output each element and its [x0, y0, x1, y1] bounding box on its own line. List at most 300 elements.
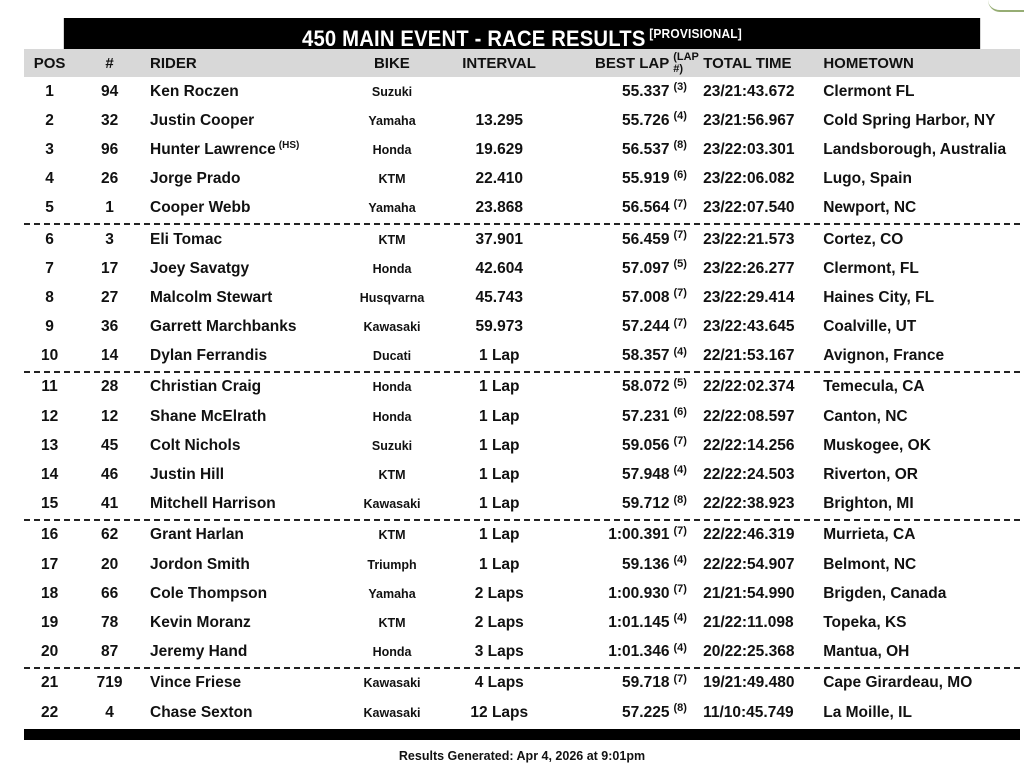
rider-cell-text: Grant Harlan [150, 526, 244, 544]
total-time-cell-text: 22/22:38.923 [703, 495, 795, 513]
rider-cell [144, 231, 339, 249]
lap-number-cell [673, 254, 697, 270]
hometown-cell [815, 614, 1020, 632]
header-hometown: HOMETOWN [823, 54, 914, 72]
total-time-cell-text: 21/21:54.990 [703, 584, 795, 602]
rider-cell [144, 704, 339, 722]
lap-number-cell [673, 77, 697, 93]
header-number: # [105, 54, 114, 72]
interval-cell-text: 1 Lap [479, 526, 520, 544]
number-cell-text: 62 [100, 526, 119, 544]
number-cell [75, 231, 144, 249]
lap-number-cell-text: (7) [673, 672, 687, 685]
bike-cell [339, 616, 445, 630]
total-time-cell [697, 112, 815, 130]
interval-cell [445, 614, 553, 632]
table-row [24, 550, 1020, 579]
bike-cell [339, 114, 445, 128]
interval-cell [445, 318, 553, 336]
rider-cell [144, 140, 339, 159]
bike-cell [339, 262, 445, 276]
lap-number-cell [673, 135, 697, 151]
hometown-cell [815, 199, 1020, 217]
interval-cell [445, 643, 553, 661]
position-cell-text: 2 [45, 111, 54, 129]
rider-note: (HS) [278, 140, 300, 152]
hometown-cell-text: Belmont, NC [823, 555, 917, 573]
best-lap-cell-text: 1:00.930 [608, 584, 670, 602]
total-time-cell [697, 704, 815, 722]
interval-cell [445, 141, 553, 159]
best-lap-cell [553, 556, 673, 574]
rider-cell [144, 199, 339, 217]
table-row [24, 608, 1020, 637]
best-lap-cell-text: 59.056 [622, 436, 670, 454]
position-cell [24, 83, 75, 101]
number-cell-text: 36 [100, 318, 119, 336]
bike-cell [339, 587, 445, 601]
rider-cell-text: Hunter Lawrence [150, 141, 276, 159]
position-cell [24, 199, 75, 217]
interval-cell [445, 347, 553, 365]
hometown-cell-text: Cortez, CO [823, 230, 904, 248]
best-lap-cell-text: 57.225 [622, 703, 670, 721]
table-row [24, 460, 1020, 489]
hometown-cell [815, 674, 1020, 692]
header-lap-number: (LAP #) [673, 51, 699, 75]
interval-cell-text: 1 Lap [479, 407, 520, 425]
lap-number-cell-text: (7) [673, 228, 687, 241]
position-cell [24, 704, 75, 722]
hometown-cell-text: La Moille, IL [823, 703, 912, 721]
table-row [24, 165, 1020, 194]
position-cell [24, 466, 75, 484]
rider-cell [144, 614, 339, 632]
lap-number-cell [673, 165, 697, 181]
bike-cell [339, 320, 445, 334]
interval-cell-text: 1 Lap [479, 495, 520, 513]
position-cell [24, 170, 75, 188]
hometown-cell [815, 526, 1020, 544]
best-lap-cell-text: 55.919 [622, 170, 670, 188]
best-lap-cell [553, 526, 673, 544]
total-time-cell-text: 21/22:11.098 [703, 613, 794, 631]
best-lap-cell-text: 59.136 [622, 555, 670, 573]
bike-cell-text: Kawasaki [363, 676, 421, 691]
position-cell [24, 556, 75, 574]
hometown-cell [815, 231, 1020, 249]
total-time-cell-text: 22/22:14.256 [703, 436, 795, 454]
lap-number-cell-text: (4) [673, 110, 687, 123]
total-time-cell [697, 378, 815, 396]
lap-number-cell-text: (3) [673, 81, 687, 93]
position-cell-text: 12 [40, 407, 59, 425]
number-cell [75, 408, 144, 426]
total-time-cell [697, 674, 815, 692]
interval-cell [445, 495, 553, 513]
lap-number-cell-text: (5) [673, 376, 687, 389]
number-cell [75, 260, 144, 278]
interval-cell [445, 260, 553, 278]
hometown-cell-text: Murrieta, CA [823, 526, 916, 544]
position-cell-text: 1 [45, 82, 54, 100]
rider-cell-text: Ken Roczen [150, 82, 239, 100]
total-time-cell-text: 22/21:53.167 [703, 347, 795, 365]
number-cell-text: 20 [100, 555, 119, 573]
rider-cell [144, 674, 339, 692]
rider-cell-text: Garrett Marchbanks [150, 318, 297, 336]
lap-number-cell [673, 521, 697, 537]
interval-cell-text: 19.629 [475, 140, 523, 158]
header-interval: INTERVAL [462, 54, 536, 72]
number-cell-text: 1 [105, 199, 114, 217]
hometown-cell [815, 466, 1020, 484]
rider-cell-text: Christian Craig [150, 378, 262, 396]
position-cell-text: 9 [45, 318, 54, 336]
interval-cell [445, 466, 553, 484]
rider-cell [144, 83, 339, 101]
hometown-cell-text: Coalville, UT [823, 318, 917, 336]
interval-cell [445, 704, 553, 722]
lap-number-cell [673, 194, 697, 210]
lap-number-cell-text: (6) [673, 406, 687, 419]
total-time-cell-text: 23/21:43.672 [703, 82, 795, 100]
best-lap-cell-text: 57.948 [622, 466, 670, 484]
total-time-cell [697, 526, 815, 544]
number-cell [75, 495, 144, 513]
rider-cell-text: Jordon Smith [150, 555, 250, 573]
hometown-cell [815, 556, 1020, 574]
total-time-cell-text: 23/21:56.967 [703, 111, 795, 129]
rider-cell-text: Vince Friese [150, 674, 242, 692]
total-time-cell [697, 437, 815, 455]
number-cell [75, 83, 144, 101]
total-time-cell-text: 11/10:45.749 [703, 703, 794, 721]
number-cell-text: 87 [100, 643, 119, 661]
best-lap-cell-text: 56.537 [622, 140, 670, 158]
lap-number-cell-text: (7) [673, 435, 687, 448]
results-generated-footer: Results Generated: Apr 4, 2026 at 9:01pm [398, 749, 646, 764]
table-row [24, 77, 1020, 106]
page-title: 450 MAIN EVENT - RACE RESULTS [302, 26, 646, 51]
rider-cell-text: Joey Savatgy [150, 259, 250, 277]
number-cell-text: 3 [105, 230, 114, 248]
number-cell [75, 585, 144, 603]
interval-cell-text: 2 Laps [474, 613, 524, 631]
lap-number-cell [673, 490, 697, 506]
title-bar [64, 18, 980, 49]
lap-number-cell [673, 460, 697, 476]
number-cell-text: 66 [100, 584, 119, 602]
best-lap-cell-text: 58.072 [622, 378, 670, 396]
position-cell [24, 260, 75, 278]
position-cell-text: 20 [40, 643, 59, 661]
number-cell-text: 28 [100, 378, 119, 396]
best-lap-cell-text: 58.357 [622, 347, 670, 365]
interval-cell [445, 170, 553, 188]
best-lap-cell-text: 56.459 [622, 230, 670, 248]
interval-cell [445, 199, 553, 217]
lap-number-cell-text: (8) [673, 701, 687, 714]
rider-cell-text: Kevin Moranz [150, 613, 251, 631]
bike-cell-text: Honda [372, 645, 412, 660]
total-time-cell [697, 199, 815, 217]
number-cell-text: 12 [100, 407, 119, 425]
position-cell-text: 13 [40, 436, 59, 454]
hometown-cell-text: Cold Spring Harbor, NY [823, 111, 996, 129]
total-time-cell-text: 22/22:46.319 [703, 526, 795, 544]
bike-cell-text: Ducati [372, 349, 412, 364]
bike-cell-text: Honda [372, 409, 412, 424]
position-cell [24, 495, 75, 513]
number-cell [75, 141, 144, 159]
interval-cell-text: 59.973 [475, 318, 523, 336]
number-cell [75, 674, 144, 692]
best-lap-cell [553, 199, 673, 217]
bike-cell [339, 233, 445, 247]
bike-cell [339, 558, 445, 572]
number-cell [75, 704, 144, 722]
hometown-cell-text: Avignon, France [823, 347, 945, 365]
position-cell-text: 10 [40, 347, 59, 365]
total-time-cell [697, 83, 815, 101]
number-cell-text: 719 [96, 674, 123, 692]
interval-cell [445, 585, 553, 603]
best-lap-cell-text: 57.008 [622, 288, 670, 306]
total-time-cell-text: 23/22:29.414 [703, 288, 795, 306]
interval-cell-text: 4 Laps [474, 674, 524, 692]
table-row [24, 106, 1020, 135]
lap-number-cell-text: (6) [673, 168, 687, 181]
position-cell [24, 614, 75, 632]
rider-cell [144, 260, 339, 278]
total-time-cell-text: 23/22:21.573 [703, 230, 795, 248]
number-cell-text: 96 [100, 140, 119, 158]
best-lap-cell-text: 55.337 [622, 82, 670, 100]
number-cell [75, 643, 144, 661]
table-row [24, 579, 1020, 608]
best-lap-cell [553, 318, 673, 336]
interval-cell-text: 3 Laps [474, 643, 524, 661]
bike-cell-text: KTM [378, 615, 406, 630]
best-lap-cell [553, 83, 673, 101]
hometown-cell [815, 378, 1020, 396]
number-cell [75, 289, 144, 307]
bike-cell [339, 349, 445, 363]
lap-number-cell [673, 402, 697, 418]
interval-cell-text: 45.743 [475, 288, 523, 306]
position-cell-text: 3 [45, 140, 54, 158]
number-cell [75, 378, 144, 396]
interval-cell-text: 1 Lap [479, 347, 520, 365]
total-time-cell-text: 23/22:03.301 [703, 140, 795, 158]
rider-cell [144, 556, 339, 574]
position-cell-text: 17 [40, 555, 59, 573]
interval-cell [445, 408, 553, 426]
hometown-cell-text: Clermont, FL [823, 259, 919, 277]
position-cell-text: 19 [40, 613, 59, 631]
total-time-cell-text: 22/22:54.907 [703, 555, 795, 573]
table-row [24, 402, 1020, 431]
lap-number-cell [673, 342, 697, 358]
total-time-cell [697, 141, 815, 159]
best-lap-cell [553, 289, 673, 307]
rider-cell [144, 318, 339, 336]
hometown-cell [815, 704, 1020, 722]
best-lap-cell [553, 378, 673, 396]
lap-number-cell [673, 106, 697, 122]
best-lap-cell [553, 170, 673, 188]
best-lap-cell-text: 55.726 [622, 111, 670, 129]
position-cell [24, 347, 75, 365]
rider-cell [144, 408, 339, 426]
number-cell [75, 318, 144, 336]
lap-number-cell-text: (8) [673, 139, 687, 152]
rider-cell-text: Chase Sexton [150, 703, 253, 721]
rider-cell-text: Justin Hill [150, 466, 225, 484]
position-cell-text: 14 [40, 466, 59, 484]
lap-number-cell-text: (4) [673, 345, 687, 358]
position-cell [24, 674, 75, 692]
best-lap-cell-text: 1:01.346 [608, 643, 670, 661]
total-time-cell-text: 23/22:43.645 [703, 318, 795, 336]
table-row [24, 669, 1020, 698]
position-cell [24, 526, 75, 544]
position-cell [24, 437, 75, 455]
number-cell [75, 347, 144, 365]
rider-cell [144, 378, 339, 396]
hometown-cell-text: Cape Girardeau, MO [823, 674, 973, 692]
rider-cell-text: Colt Nichols [150, 436, 241, 454]
bike-cell [339, 439, 445, 453]
position-cell-text: 5 [45, 199, 54, 217]
number-cell-text: 94 [100, 82, 119, 100]
position-cell-text: 18 [40, 584, 59, 602]
hometown-cell [815, 112, 1020, 130]
number-cell [75, 614, 144, 632]
interval-cell-text: 1 Lap [479, 378, 520, 396]
bike-cell [339, 201, 445, 215]
lap-number-cell-text: (7) [673, 583, 687, 596]
rider-cell [144, 289, 339, 307]
rider-cell [144, 643, 339, 661]
total-time-cell-text: 22/22:24.503 [703, 466, 795, 484]
best-lap-cell-text: 1:00.391 [608, 526, 670, 544]
best-lap-cell [553, 585, 673, 603]
bike-cell-text: Kawasaki [363, 705, 421, 720]
table-row [24, 373, 1020, 402]
best-lap-cell-text: 57.231 [622, 407, 670, 425]
hometown-cell-text: Topeka, KS [823, 613, 907, 631]
rider-cell [144, 347, 339, 365]
rider-cell-text: Dylan Ferrandis [150, 347, 268, 365]
hometown-cell [815, 585, 1020, 603]
number-cell-text: 46 [100, 466, 119, 484]
total-time-cell-text: 22/22:02.374 [703, 378, 795, 396]
lap-number-cell-text: (7) [673, 197, 687, 210]
hometown-cell [815, 437, 1020, 455]
interval-cell [445, 231, 553, 249]
bike-cell [339, 85, 445, 99]
total-time-cell [697, 466, 815, 484]
total-time-cell-text: 23/22:06.082 [703, 170, 795, 188]
position-cell [24, 231, 75, 249]
position-cell-text: 6 [45, 230, 54, 248]
lap-number-cell [673, 579, 697, 595]
provisional-tag: [PROVISIONAL] [649, 26, 742, 41]
rider-cell-text: Jeremy Hand [150, 643, 248, 661]
position-cell [24, 643, 75, 661]
best-lap-cell [553, 260, 673, 278]
position-cell [24, 289, 75, 307]
best-lap-cell [553, 408, 673, 426]
hometown-cell-text: Landsborough, Australia [823, 140, 1007, 158]
lap-number-cell [673, 373, 697, 389]
rider-cell [144, 466, 339, 484]
interval-cell-text: 1 Lap [479, 555, 520, 573]
number-cell [75, 112, 144, 130]
bike-cell-text: Yamaha [368, 201, 416, 216]
header-pos: POS [33, 54, 66, 72]
hometown-cell-text: Canton, NC [823, 407, 908, 425]
interval-cell-text: 1 Lap [479, 466, 520, 484]
lap-number-cell [673, 225, 697, 241]
rider-cell [144, 112, 339, 130]
interval-cell [445, 556, 553, 574]
bike-cell-text: Husqvarna [359, 290, 425, 305]
bottom-bar [24, 729, 1020, 740]
total-time-cell [697, 614, 815, 632]
lap-number-cell [673, 608, 697, 624]
number-cell [75, 526, 144, 544]
total-time-cell-text: 20/22:25.368 [703, 643, 795, 661]
position-cell [24, 141, 75, 159]
hometown-cell-text: Clermont FL [823, 82, 915, 100]
table-row [24, 638, 1020, 669]
table-row [24, 194, 1020, 225]
best-lap-cell [553, 466, 673, 484]
table-row [24, 698, 1020, 727]
best-lap-cell-text: 59.718 [622, 674, 670, 692]
hometown-cell-text: Brighton, MI [823, 495, 914, 513]
best-lap-cell-text: 57.097 [622, 259, 670, 277]
rider-cell-text: Justin Cooper [150, 111, 255, 129]
hometown-cell [815, 141, 1020, 159]
interval-cell [445, 674, 553, 692]
best-lap-cell [553, 614, 673, 632]
hometown-cell [815, 260, 1020, 278]
rider-cell [144, 526, 339, 544]
total-time-cell-text: 19/21:49.480 [703, 674, 795, 692]
hometown-cell [815, 347, 1020, 365]
bike-cell [339, 706, 445, 720]
rider-cell [144, 495, 339, 513]
bike-cell [339, 528, 445, 542]
number-cell-text: 32 [100, 111, 119, 129]
total-time-cell [697, 318, 815, 336]
hometown-cell [815, 643, 1020, 661]
best-lap-cell-text: 56.564 [622, 199, 670, 217]
lap-number-cell [673, 313, 697, 329]
total-time-cell [697, 408, 815, 426]
bike-cell-text: Yamaha [368, 586, 416, 601]
best-lap-cell [553, 704, 673, 722]
number-cell [75, 199, 144, 217]
table-row [24, 254, 1020, 283]
bike-cell-text: Honda [372, 261, 412, 276]
bike-cell-text: Kawasaki [363, 320, 421, 335]
bike-cell [339, 291, 445, 305]
